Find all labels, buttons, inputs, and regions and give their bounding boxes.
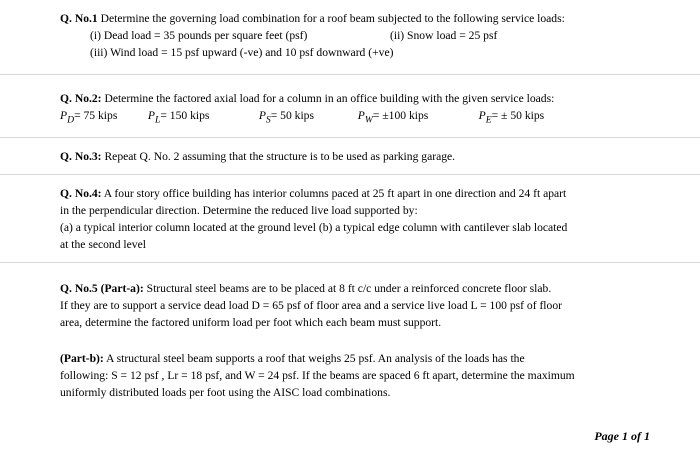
question-5-line-2: If they are to support a service dead load D = 65 psf of floor area and a service live load L = 100 psf of floor	[60, 299, 562, 312]
question-5b-line-2: following: S = 12 psf , Lr = 18 psf, and W = 24 psf. If the beams are spaced 6 ft apart, determine the maximum	[60, 369, 575, 382]
question-1-item-3: (iii) Wind load = 15 psf upward (-ve) and 10 psf downward (+ve)	[90, 46, 394, 59]
load-pe: $P_E= \pm 50$ kips	[478, 109, 545, 126]
load-pl: $P_L= 150$ kips	[147, 109, 210, 126]
divider	[0, 137, 700, 138]
load-pw: $P_W= \pm 100$ kips	[357, 109, 429, 126]
question-5-part-b	[60, 350, 658, 401]
question-5b-label: (Part-b):	[60, 352, 104, 365]
question-1-text: Determine the governing load combination for a roof beam subjected to the following service loads:	[97, 12, 565, 25]
question-3-label: Q. No.3:	[60, 150, 102, 163]
page-number: Page 1 of 1	[594, 429, 650, 443]
divider	[0, 262, 700, 263]
question-5-label: Q. No.5 (Part-a):	[60, 282, 144, 295]
question-1-item-1: (i) Dead load = 35 pounds per square feet (psf)	[90, 29, 308, 42]
question-4-label: Q. No.4:	[60, 187, 102, 200]
question-5b-line-3: uniformly distributed loads per foot using the AISC load combinations.	[60, 386, 391, 399]
question-4-line-2: in the perpendicular direction. Determine the reduced live load supported by:	[60, 204, 418, 217]
question-5b-line-1: A structural steel beam supports a roof that weighs 25 psf. An analysis of the loads has the	[103, 352, 525, 365]
question-4	[60, 185, 658, 253]
question-5-line-3: area, determine the factored uniform load per foot which each beam must support.	[60, 316, 442, 329]
divider	[0, 174, 700, 175]
load-pd: $P_D= 75$ kips	[60, 109, 118, 126]
question-1	[60, 10, 658, 61]
question-5-line-1: Structural steel beams are to be placed at 8 ft c/c under a reinforced concrete floor slab.	[143, 282, 552, 295]
question-2-label: Q. No.2:	[60, 92, 102, 105]
question-1-item-2: (ii) Snow load = 25 psf	[390, 29, 498, 42]
question-4-line-3: (a) a typical interior column located at the ground level (b) a typical edge column with cantilever slab located	[60, 221, 568, 234]
question-3	[60, 148, 658, 165]
question-2	[60, 90, 658, 128]
question-2-loads	[60, 107, 658, 128]
question-4-line-1: A four story office building has interior columns paced at 25 ft apart in one direction and 24 ft apart	[101, 187, 567, 200]
question-3-text: Repeat Q. No. 2 assuming that the structure is to be used as parking garage.	[101, 150, 456, 163]
question-4-line-4: at the second level	[60, 238, 146, 251]
question-5-part-a	[60, 280, 658, 331]
load-ps: $P_S= 50$ kips	[258, 109, 314, 126]
question-2-text: Determine the factored axial load for a column in an office building with the given service loads:	[101, 92, 555, 105]
question-1-label: Q. No.1	[60, 12, 98, 25]
divider	[0, 74, 700, 75]
